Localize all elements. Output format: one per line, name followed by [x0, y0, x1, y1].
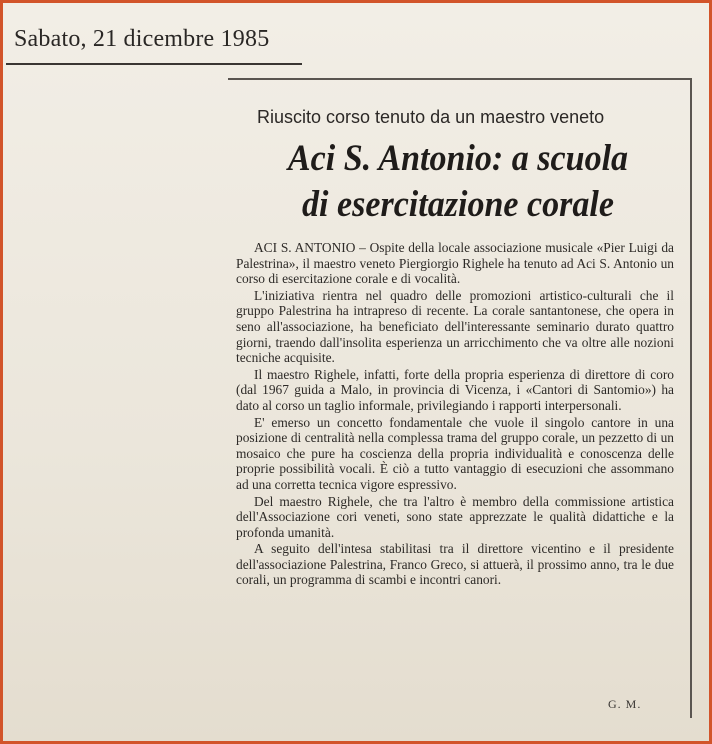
article-paragraph: L'iniziativa rientra nel quadro delle promozioni artistico-culturali che il gruppo Palestrina ha intrapreso di recente. La corale santantonese, che opera in seno all'associazione, ha beneficiato dell'interessante seminario durato quattro giorni, traendo dall'insolita esperienza un arricchimento che va oltre alle nozioni tecniche acquisite.	[236, 287, 674, 366]
article-paragraph: E' emerso un concetto fondamentale che vuole il singolo cantore in una posizione di centralità nella complessa trama del gruppo corale, un pezzetto di un mosaico che pure ha coscienza della propria individualità e conoscenza delle proprie possibilità vocali. È ciò a tutto vantaggio di esecuzioni che assommano ad una corretta tecnica vigore espressivo.	[236, 414, 674, 492]
headline-line-2: di esercitazione corale	[302, 184, 614, 225]
article-kicker: Riuscito corso tenuto da un maestro veneto	[257, 107, 605, 127]
headline-line-1: Aci S. Antonio: a scuola	[287, 138, 629, 179]
article-paragraph: Il maestro Righele, infatti, forte della propria esperienza di direttore di coro (dal 1967 guida a Malo, in provincia di Vicenza, i «Cantori di Santomio») ha dato al corso un taglio informale, privilegiando i rapporti interpersonali.	[236, 366, 674, 413]
article-body	[236, 240, 674, 589]
author-signature: G. M.	[608, 697, 642, 711]
dateline: Sabato, 21 dicembre 1985	[14, 26, 270, 52]
article-paragraph: ACI S. ANTONIO – Ospite della locale associazione musicale «Pier Luigi da Palestrina», il maestro veneto Piergiorgio Righele ha tenuto ad Aci S. Antonio un corso di esercitazione corale e di vocalità.	[236, 240, 674, 287]
dateline-rule	[6, 63, 302, 65]
article-headline	[254, 136, 662, 228]
article-paragraph: A seguito dell'intesa stabilitasi tra il direttore vicentino e il presidente dell'associazione Palestrina, Franco Greco, si attuerà, il prossimo anno, tra le due corali, un programma di scambi e incontri canori.	[236, 541, 674, 588]
article-paragraph: Del maestro Righele, che tra l'altro è membro della commissione artistica dell'Associazione cori veneti, sono state apprezzate le qualità didattiche e la profonda umanità.	[236, 493, 674, 540]
